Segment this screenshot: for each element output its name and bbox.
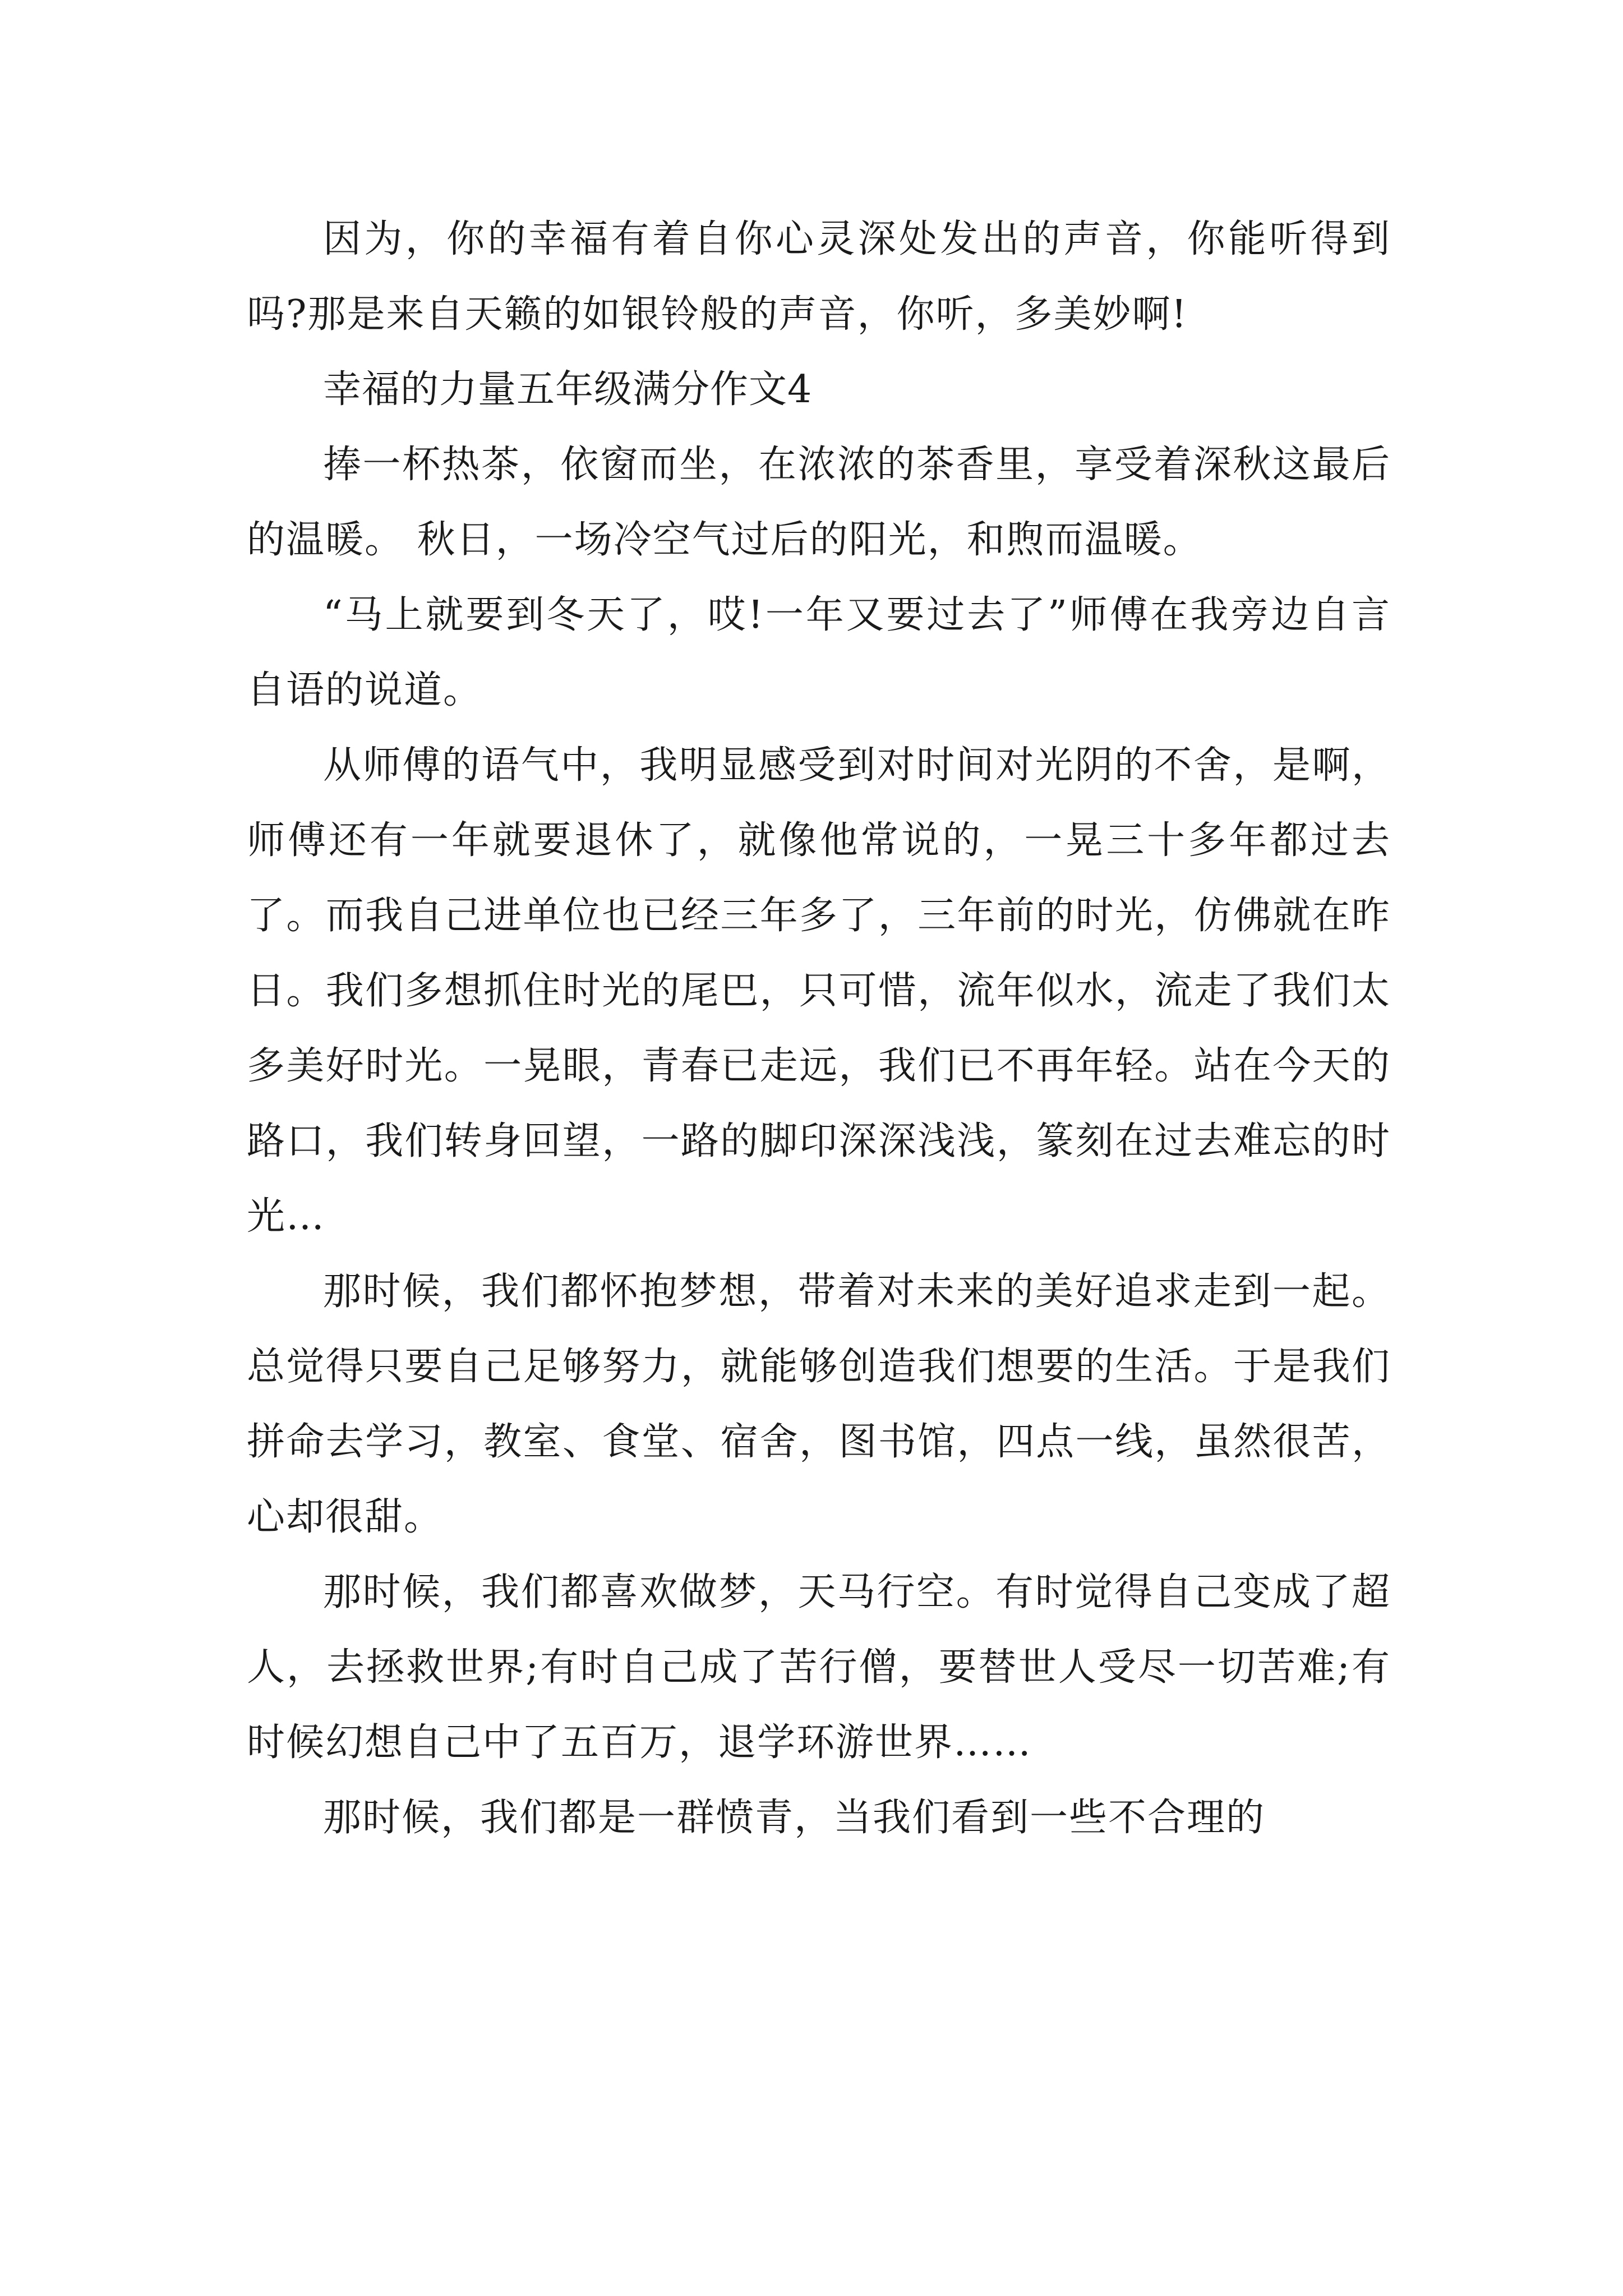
document-page [247, 202, 1391, 1856]
essay-title: 幸福的力量五年级满分作文4 [323, 367, 813, 412]
paragraph-time: 从师傅的语气中，我明显感受到对时间对光阴的不舍，是啊，师傅还有一年就要退休了，就像他常说的，一晃三十多年都过去了。而我自己进单位也已经三年多了，三年前的时光，仿佛就在昨日。我们多想抓住时光的尾巴，只可惜，流年似水，流走了我们太多美好时光。一晃眼，青春已走远，我们已不再年轻。站在今天的路口，我们转身回望，一路的脚印深深浅浅，篆刻在过去难忘的时光… [247, 743, 1391, 1239]
paragraph-youth: 那时候，我们都是一群愤青，当我们看到一些不合理的 [323, 1796, 1266, 1840]
paragraph-closing-previous: 因为，你的幸福有着自你心灵深处发出的声音，你能听得到吗?那是来自天籁的如银铃般的声音，你听，多美妙啊! [247, 217, 1391, 337]
paragraph-quote: “马上就要到冬天了，哎!一年又要过去了”师傅在我旁边自言自语的说道。 [247, 593, 1391, 712]
paragraph-dreams: 那时候，我们都怀抱梦想，带着对未来的美好追求走到一起。总觉得只要自己足够努力，就能够创造我们想要的生活。于是我们拼命去学习，教室、食堂、宿舍，图书馆，四点一线，虽然很苦，心却很甜。 [247, 1269, 1391, 1539]
paragraph-tea: 捧一杯热茶，依窗而坐，在浓浓的茶香里，享受着深秋这最后的温暖。 秋日，一场冷空气过后的阳光，和煦而温暖。 [247, 443, 1391, 562]
paragraph-imagination: 那时候，我们都喜欢做梦，天马行空。有时觉得自己变成了超人，去拯救世界;有时自己成了苦行僧，要替世人受尽一切苦难;有时候幻想自己中了五百万，退学环游世界…… [247, 1570, 1391, 1765]
